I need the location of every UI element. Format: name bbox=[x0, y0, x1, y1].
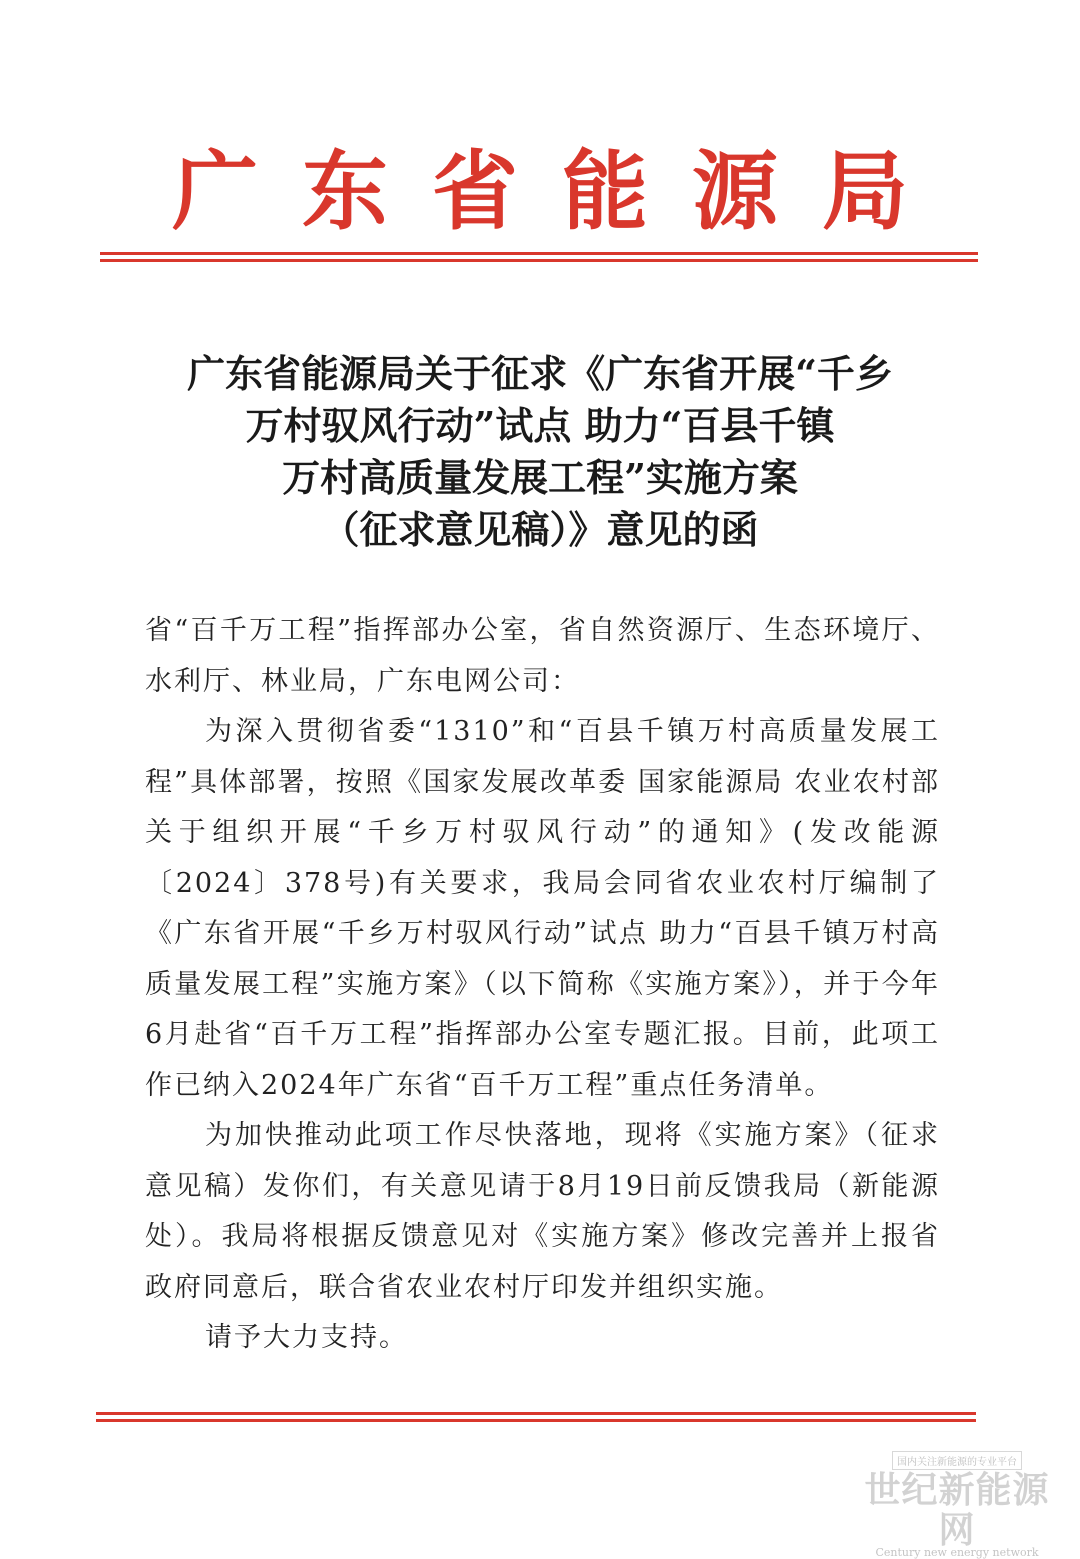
letter-body bbox=[145, 606, 940, 1364]
body-paragraph-2: 为加快推动此项工作尽快落地，现将《实施方案》（征求意见稿）发你们，有关意见请于8月19日前反馈我局（新能源处）。我局将根据反馈意见对《实施方案》修改完善并上报省政府同意后，联合省农业农村厅印发并组织实施。 bbox=[145, 1120, 940, 1303]
title-line: 广东省能源局关于征求《广东省开展“千乡 bbox=[187, 351, 893, 396]
header-red-double-rule bbox=[100, 252, 978, 262]
footer-red-double-rule bbox=[96, 1412, 976, 1422]
title-line: 万村驭风行动”试点 助力“百县千镇 bbox=[245, 403, 835, 448]
site-watermark bbox=[862, 1450, 1052, 1559]
watermark-name: 世纪新能源网 bbox=[864, 1469, 1050, 1551]
body-paragraph-1: 为深入贯彻省委“1310”和“百县千镇万村高质量发展工程”具体部署，按照《国家发展改革委 国家能源局 农业农村部关于组织开展“千乡万村驭风行动”的通知》(发改能源〔2024〕378号)有关要求，我局会同省农业农村厅编制了《广东省开展“千乡万村驭风行动”试点 助力“百县千镇万村高质量发展工程”实施方案》（以下简称《实施方案》），并于今年6月赴省“百千万工程”指挥部办公室专题汇报。目前，此项工作已纳入2024年广东省“百千万工程”重点任务清单。 bbox=[145, 716, 940, 1101]
issuing-authority-heading bbox=[100, 142, 980, 242]
addressee-line: 省“百千万工程”指挥部办公室，省自然资源厅、生态环境厅、水利厅、林业局，广东电网公司： bbox=[145, 615, 940, 697]
heading-char: 局 bbox=[822, 141, 908, 242]
heading-char: 能 bbox=[562, 141, 648, 242]
heading-char: 东 bbox=[302, 141, 388, 242]
document-title bbox=[120, 348, 960, 556]
heading-char: 广 bbox=[172, 141, 258, 242]
closing-line: 请予大力支持。 bbox=[205, 1322, 408, 1353]
heading-char: 省 bbox=[432, 141, 518, 242]
watermark-english: Century new energy network bbox=[875, 1546, 1039, 1559]
heading-char: 源 bbox=[692, 141, 778, 242]
watermark-tagline: 国内关注新能源的专业平台 bbox=[892, 1451, 1022, 1470]
title-line: （征求意见稿）》意见的函 bbox=[321, 507, 759, 552]
title-line: 万村高质量发展工程”实施方案 bbox=[282, 455, 798, 500]
